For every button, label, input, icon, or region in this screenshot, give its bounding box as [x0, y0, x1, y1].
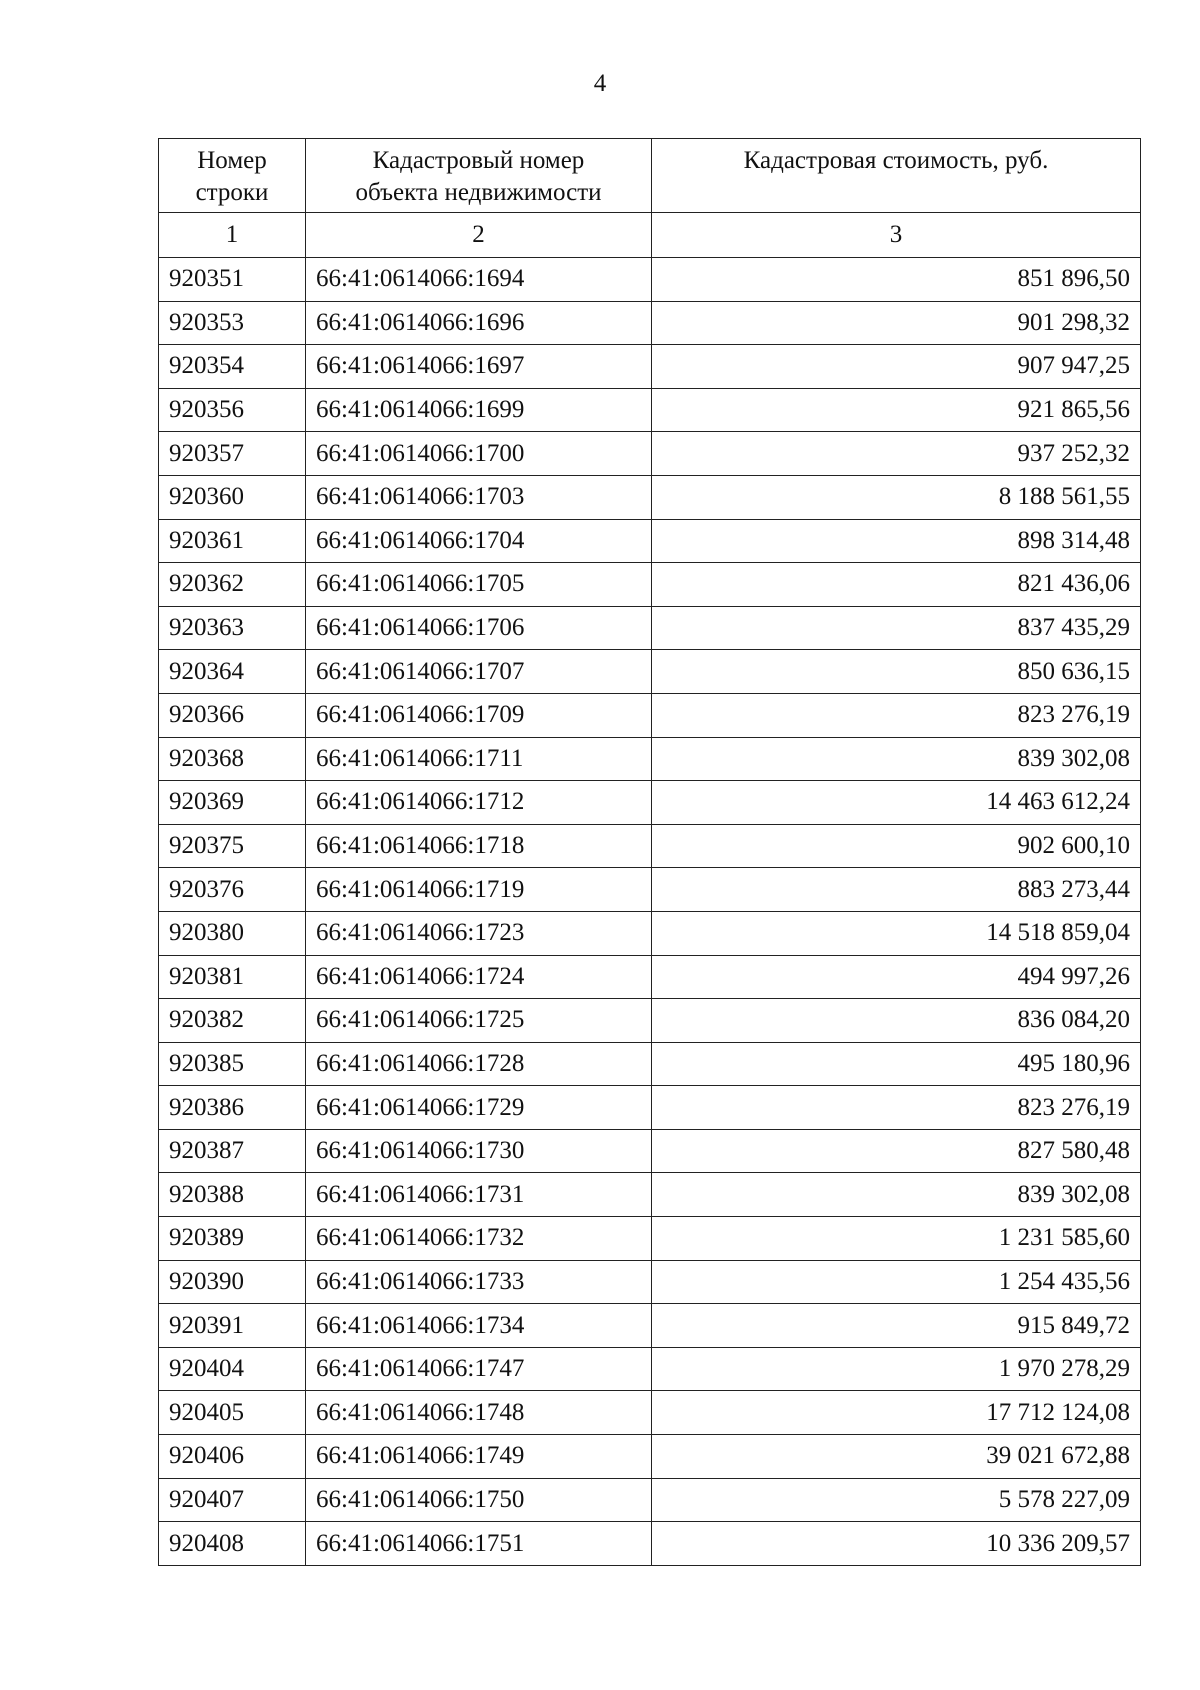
row-number-cell: 920405 [159, 1391, 306, 1435]
cadastral-value-cell: 851 896,50 [652, 258, 1141, 302]
table-row [159, 737, 1141, 781]
table-row [159, 1391, 1141, 1435]
cadastral-number-cell: 66:41:0614066:1700 [306, 432, 652, 476]
cadastral-number-cell: 66:41:0614066:1709 [306, 693, 652, 737]
table-row [159, 1304, 1141, 1348]
table-row [159, 781, 1141, 825]
table-row [159, 475, 1141, 519]
header-cadastral-number: Кадастровый номер объекта недвижимости [306, 139, 652, 213]
cadastral-value-cell: 902 600,10 [652, 824, 1141, 868]
row-number-cell: 920376 [159, 868, 306, 912]
row-number-cell: 920390 [159, 1260, 306, 1304]
cadastral-number-cell: 66:41:0614066:1731 [306, 1173, 652, 1217]
cadastral-value-cell: 921 865,56 [652, 388, 1141, 432]
table-row [159, 999, 1141, 1043]
cadastral-number-cell: 66:41:0614066:1705 [306, 563, 652, 607]
table-row [159, 868, 1141, 912]
cadastral-number-cell: 66:41:0614066:1724 [306, 955, 652, 999]
table-row [159, 1173, 1141, 1217]
row-number-cell: 920385 [159, 1042, 306, 1086]
table-row [159, 1478, 1141, 1522]
cadastral-number-cell: 66:41:0614066:1734 [306, 1304, 652, 1348]
table-row [159, 824, 1141, 868]
page-number: 4 [593, 70, 607, 97]
cadastral-number-cell: 66:41:0614066:1704 [306, 519, 652, 563]
row-number-cell: 920351 [159, 258, 306, 302]
row-number-cell: 920391 [159, 1304, 306, 1348]
cadastral-value-cell: 836 084,20 [652, 999, 1141, 1043]
row-number-cell: 920354 [159, 345, 306, 389]
cadastral-number-cell: 66:41:0614066:1733 [306, 1260, 652, 1304]
table-row [159, 1042, 1141, 1086]
cadastral-value-cell: 1 231 585,60 [652, 1217, 1141, 1261]
table-row [159, 1086, 1141, 1130]
row-number-cell: 920361 [159, 519, 306, 563]
cadastral-number-cell: 66:41:0614066:1699 [306, 388, 652, 432]
row-number-cell: 920382 [159, 999, 306, 1043]
cadastral-value-cell: 821 436,06 [652, 563, 1141, 607]
row-number-cell: 920366 [159, 693, 306, 737]
row-number-cell: 920407 [159, 1478, 306, 1522]
table-row [159, 432, 1141, 476]
table-row [159, 650, 1141, 694]
row-number-cell: 920386 [159, 1086, 306, 1130]
row-number-cell: 920368 [159, 737, 306, 781]
row-number-cell: 920404 [159, 1347, 306, 1391]
header-row-number: Номер строки [159, 139, 306, 213]
cadastral-value-cell: 495 180,96 [652, 1042, 1141, 1086]
table-row [159, 1129, 1141, 1173]
cadastral-value-cell: 839 302,08 [652, 1173, 1141, 1217]
row-number-cell: 920357 [159, 432, 306, 476]
cadastral-value-cell: 14 518 859,04 [652, 911, 1141, 955]
table-row [159, 563, 1141, 607]
row-number-cell: 920360 [159, 475, 306, 519]
cadastral-value-cell: 39 021 672,88 [652, 1435, 1141, 1479]
cadastral-number-cell: 66:41:0614066:1725 [306, 999, 652, 1043]
cadastral-value-cell: 823 276,19 [652, 1086, 1141, 1130]
cadastral-number-cell: 66:41:0614066:1749 [306, 1435, 652, 1479]
cadastral-number-cell: 66:41:0614066:1728 [306, 1042, 652, 1086]
cadastral-value-cell: 837 435,29 [652, 606, 1141, 650]
cadastral-value-cell: 17 712 124,08 [652, 1391, 1141, 1435]
table-row [159, 606, 1141, 650]
cadastral-value-cell: 14 463 612,24 [652, 781, 1141, 825]
row-number-cell: 920369 [159, 781, 306, 825]
table-row [159, 258, 1141, 302]
cadastral-number-cell: 66:41:0614066:1718 [306, 824, 652, 868]
cadastral-number-cell: 66:41:0614066:1697 [306, 345, 652, 389]
row-number-cell: 920380 [159, 911, 306, 955]
row-number-cell: 920375 [159, 824, 306, 868]
table-header-row [159, 139, 1141, 213]
cadastral-value-cell: 8 188 561,55 [652, 475, 1141, 519]
table-row [159, 911, 1141, 955]
cadastral-number-cell: 66:41:0614066:1730 [306, 1129, 652, 1173]
cadastral-number-cell: 66:41:0614066:1751 [306, 1522, 652, 1566]
row-number-cell: 920389 [159, 1217, 306, 1261]
cadastral-value-cell: 10 336 209,57 [652, 1522, 1141, 1566]
cadastral-value-cell: 5 578 227,09 [652, 1478, 1141, 1522]
cadastral-number-cell: 66:41:0614066:1732 [306, 1217, 652, 1261]
cadastral-number-cell: 66:41:0614066:1694 [306, 258, 652, 302]
column-number-row [159, 213, 1141, 258]
cadastral-value-cell: 907 947,25 [652, 345, 1141, 389]
row-number-cell: 920406 [159, 1435, 306, 1479]
cadastral-value-cell: 883 273,44 [652, 868, 1141, 912]
cadastral-value-cell: 1 970 278,29 [652, 1347, 1141, 1391]
cadastral-number-cell: 66:41:0614066:1747 [306, 1347, 652, 1391]
cadastral-value-cell: 494 997,26 [652, 955, 1141, 999]
cadastral-number-cell: 66:41:0614066:1748 [306, 1391, 652, 1435]
table-row [159, 955, 1141, 999]
cadastral-number-cell: 66:41:0614066:1723 [306, 911, 652, 955]
cadastral-number-cell: 66:41:0614066:1750 [306, 1478, 652, 1522]
table-row [159, 693, 1141, 737]
column-number: 1 [159, 213, 306, 258]
cadastral-value-cell: 898 314,48 [652, 519, 1141, 563]
table-row [159, 1260, 1141, 1304]
cadastral-number-cell: 66:41:0614066:1719 [306, 868, 652, 912]
cadastral-number-cell: 66:41:0614066:1696 [306, 301, 652, 345]
row-number-cell: 920381 [159, 955, 306, 999]
cadastral-number-cell: 66:41:0614066:1707 [306, 650, 652, 694]
cadastral-value-cell: 1 254 435,56 [652, 1260, 1141, 1304]
row-number-cell: 920363 [159, 606, 306, 650]
table-row [159, 1522, 1141, 1566]
row-number-cell: 920356 [159, 388, 306, 432]
column-number: 2 [306, 213, 652, 258]
cadastral-number-cell: 66:41:0614066:1703 [306, 475, 652, 519]
cadastral-value-cell: 915 849,72 [652, 1304, 1141, 1348]
table-row [159, 1347, 1141, 1391]
cadastral-number-cell: 66:41:0614066:1711 [306, 737, 652, 781]
table-body [159, 258, 1141, 1566]
cadastral-value-cell: 850 636,15 [652, 650, 1141, 694]
table-row [159, 519, 1141, 563]
row-number-cell: 920387 [159, 1129, 306, 1173]
table-row [159, 345, 1141, 389]
table-row [159, 1217, 1141, 1261]
cadastral-value-cell: 823 276,19 [652, 693, 1141, 737]
row-number-cell: 920362 [159, 563, 306, 607]
row-number-cell: 920353 [159, 301, 306, 345]
cadastral-number-cell: 66:41:0614066:1729 [306, 1086, 652, 1130]
table-row [159, 388, 1141, 432]
table-row [159, 301, 1141, 345]
cadastral-value-cell: 901 298,32 [652, 301, 1141, 345]
cadastral-number-cell: 66:41:0614066:1706 [306, 606, 652, 650]
row-number-cell: 920364 [159, 650, 306, 694]
row-number-cell: 920408 [159, 1522, 306, 1566]
row-number-cell: 920388 [159, 1173, 306, 1217]
cadastral-value-cell: 839 302,08 [652, 737, 1141, 781]
cadastral-number-cell: 66:41:0614066:1712 [306, 781, 652, 825]
cadastral-value-cell: 827 580,48 [652, 1129, 1141, 1173]
column-number: 3 [652, 213, 1141, 258]
cadastral-value-cell: 937 252,32 [652, 432, 1141, 476]
cadastre-table [158, 138, 1141, 1566]
table-row [159, 1435, 1141, 1479]
header-cadastral-value: Кадастровая стоимость, руб. [652, 139, 1141, 213]
